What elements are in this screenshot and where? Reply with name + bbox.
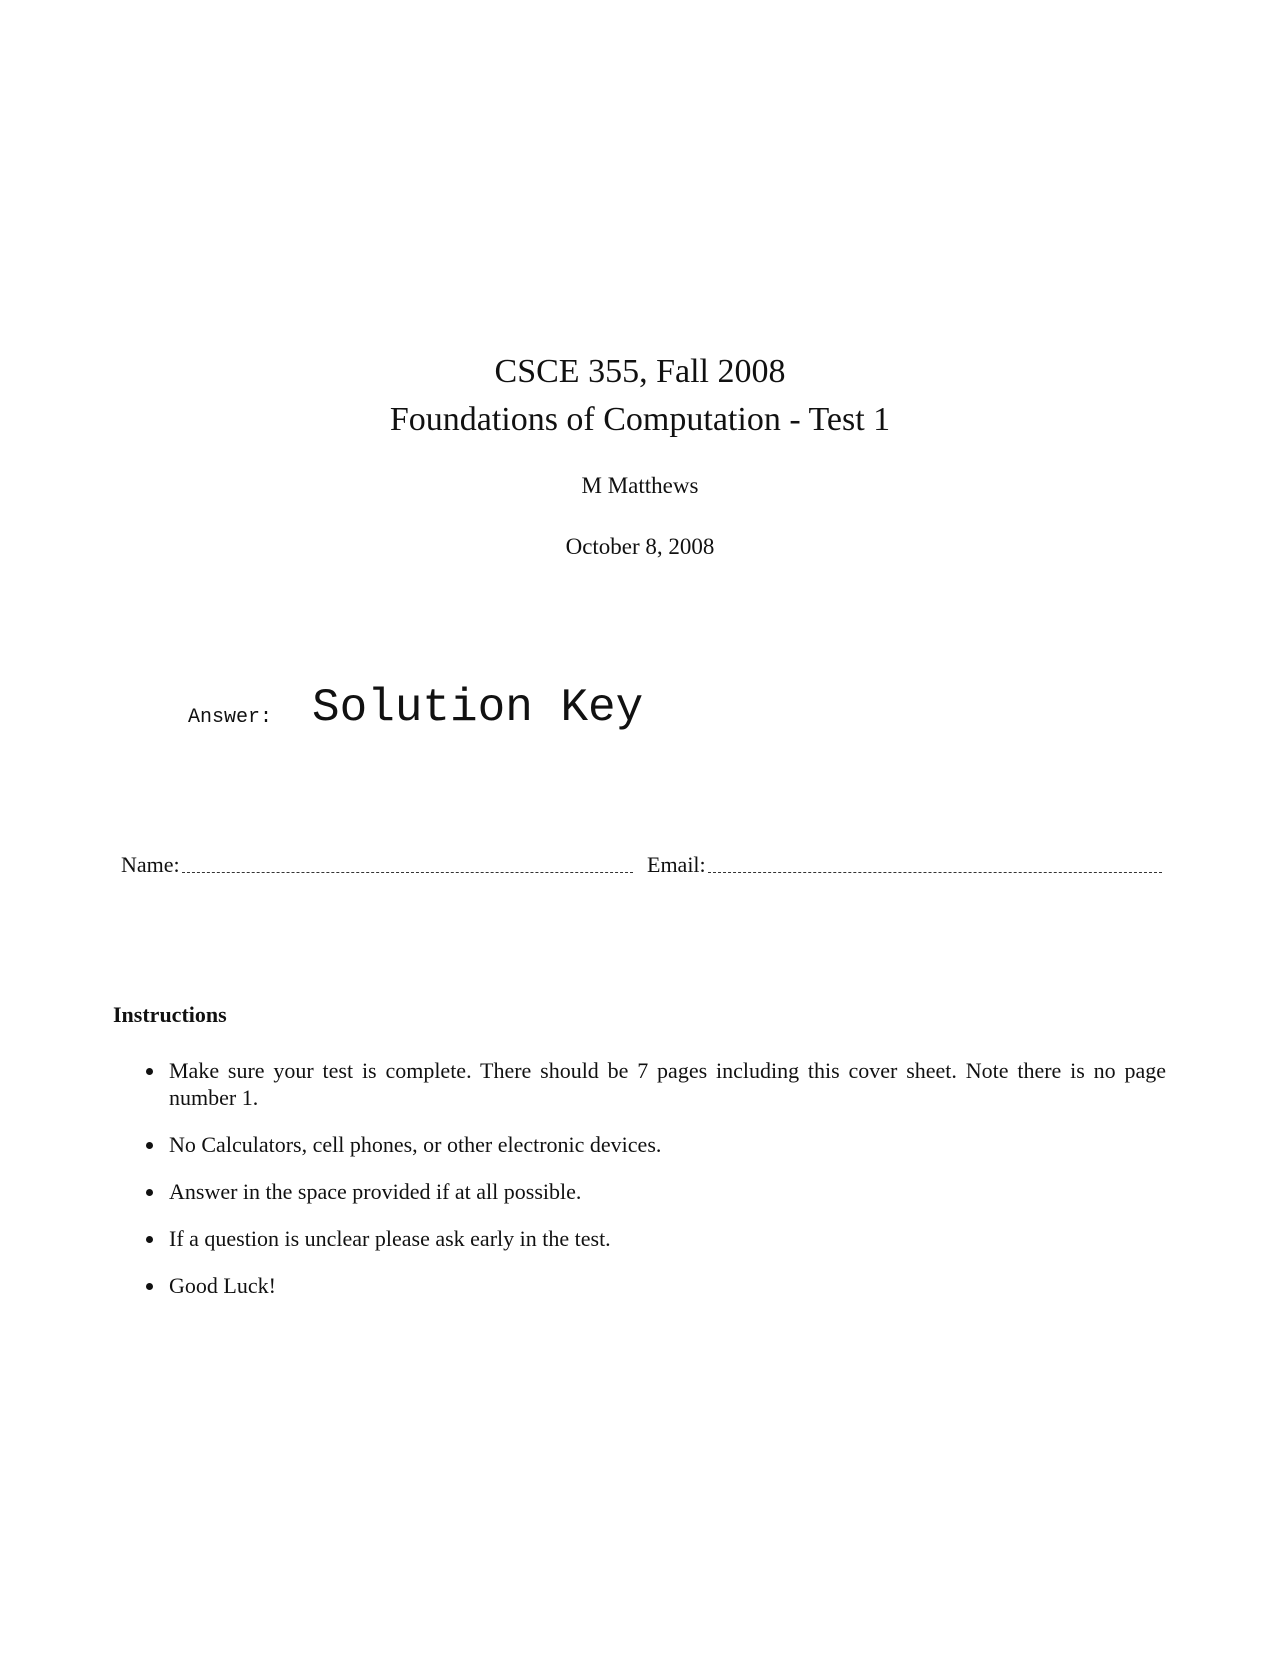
answer-label: Answer: (188, 706, 273, 729)
list-item (146, 1272, 1166, 1299)
bullet-icon (146, 1283, 153, 1290)
instructions-list (146, 1057, 1166, 1319)
email-blank-line[interactable] (708, 872, 1162, 873)
instructions-heading: Instructions (113, 1002, 227, 1027)
list-item (146, 1057, 1166, 1111)
exam-date: October 8, 2008 (565, 534, 715, 559)
list-item (146, 1131, 1166, 1158)
instruction-text: No Calculators, cell phones, or other electronic devices. (169, 1132, 662, 1157)
bullet-icon (146, 1142, 153, 1149)
instruction-text: If a question is unclear please ask early in the test. (169, 1226, 611, 1251)
course-title: CSCE 355, Fall 2008 (494, 353, 786, 390)
name-blank-line[interactable] (182, 872, 633, 873)
name-label: Name: (121, 852, 180, 877)
author: M Matthews (581, 473, 699, 498)
email-field[interactable] (647, 850, 1162, 880)
list-item (146, 1178, 1166, 1205)
email-label: Email: (647, 852, 706, 877)
instruction-text: Good Luck! (169, 1273, 276, 1298)
list-item (146, 1225, 1166, 1252)
bullet-icon (146, 1189, 153, 1196)
name-field[interactable] (121, 850, 633, 880)
bullet-icon (146, 1068, 153, 1075)
test-title: Foundations of Computation - Test 1 (389, 401, 891, 438)
instruction-text: Answer in the space provided if at all possible. (169, 1179, 582, 1204)
bullet-icon (146, 1236, 153, 1243)
instruction-text: Make sure your test is complete. There should be 7 pages including this cover sheet. Note there is no page number 1. (169, 1058, 1166, 1110)
answer-value: Solution Key (312, 682, 644, 734)
